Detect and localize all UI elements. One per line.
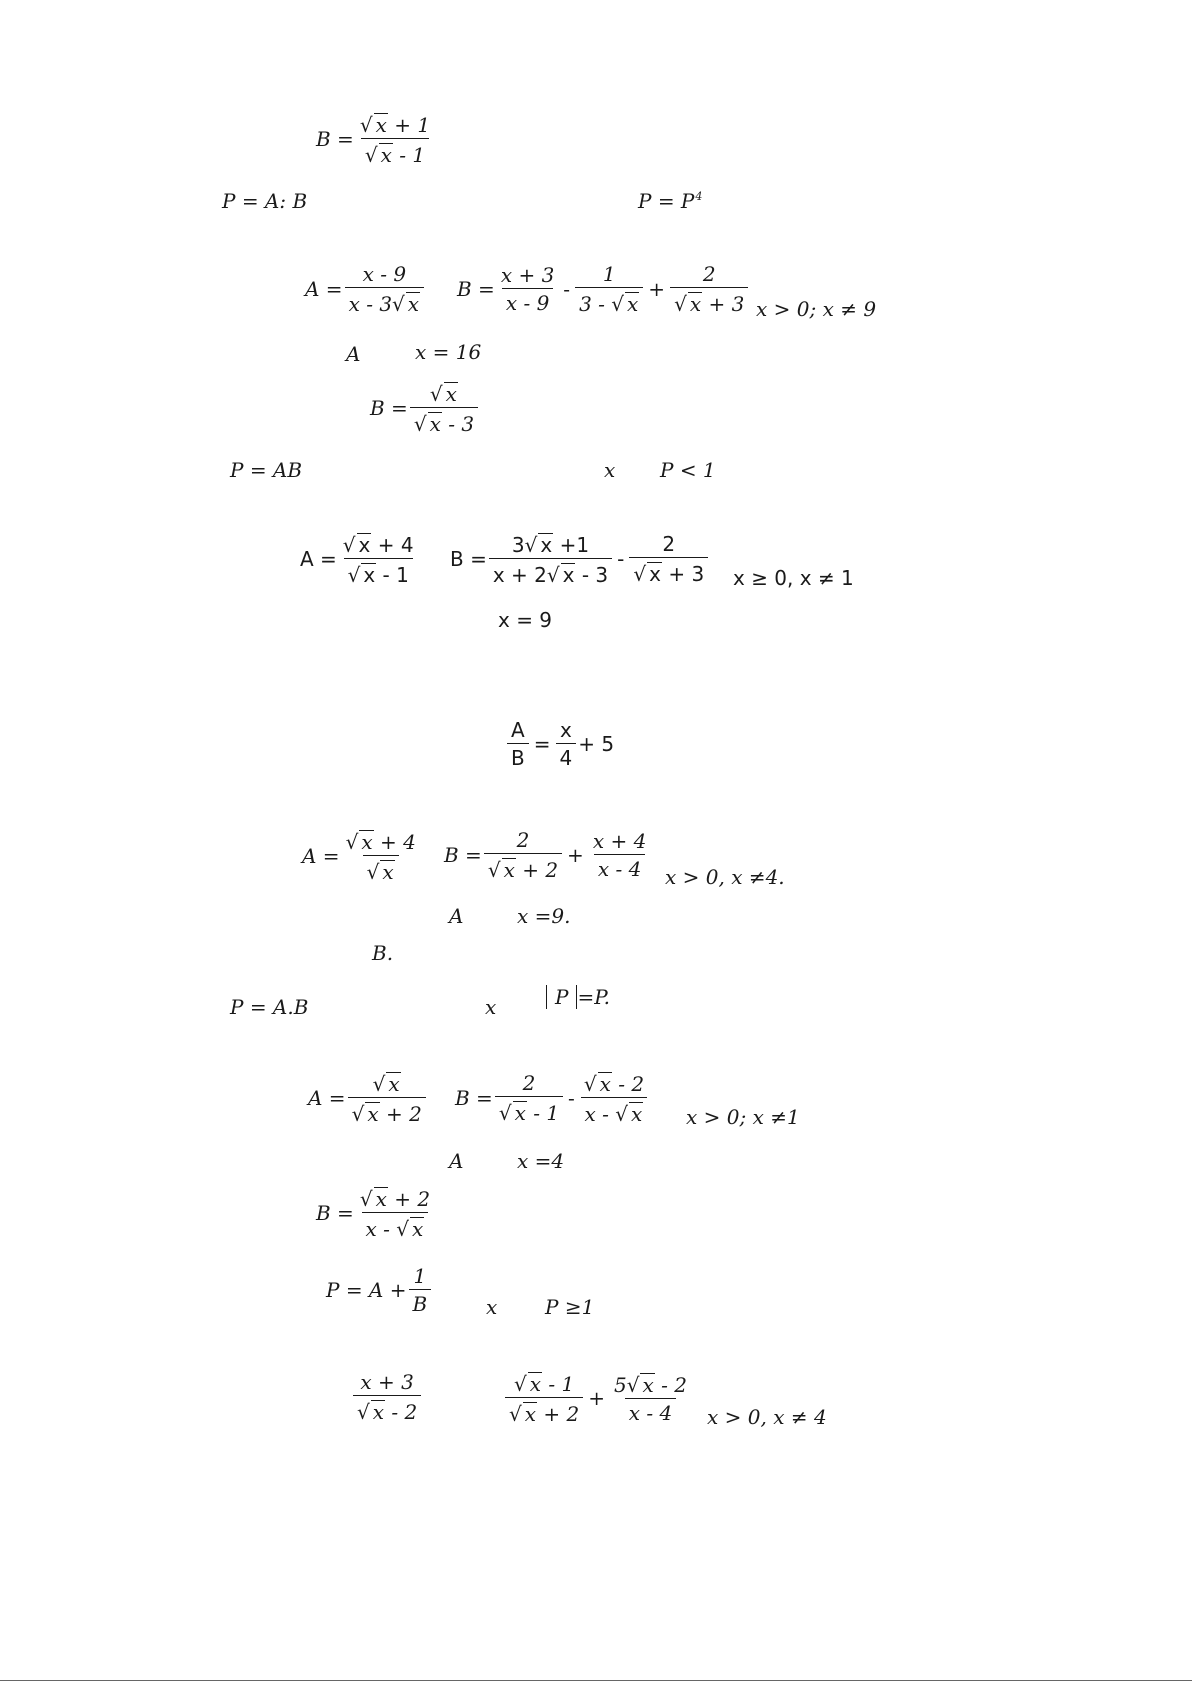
operator: = [533,732,551,756]
x-variable-p5: x [486,1295,498,1319]
radicand: x [627,292,639,316]
fraction: $\frac{√ x + 1}{√ x - 1}$ [359,113,431,167]
formula-b-p1 [316,113,436,165]
term: 5 [614,1373,627,1397]
term: x - 3 [348,292,393,316]
condition-p3: x ≥ 0, x ≠ 1 [733,566,854,590]
lhs: A = [308,1086,346,1110]
fraction: $\frac{2}{√ x + 3}$ [670,264,748,314]
p-definition-p5 [326,1266,433,1314]
formula-b-p2 [457,264,750,314]
fraction: $\frac{√ x - 1}{√ x + 2}$ [505,1372,583,1424]
fraction [497,265,558,313]
formula-b-simplified-p5 [316,1187,436,1239]
term: + 4 [379,830,416,854]
operator: - [617,547,625,571]
formula-b-p3 [450,533,710,585]
expression-left-p6 [351,1372,423,1422]
radicand: x [529,1372,542,1396]
term: x - [365,1217,397,1241]
radicand: x [407,292,420,316]
fraction [507,720,529,768]
term: + 1 [394,113,431,137]
lhs: B = [316,127,354,151]
radicand: x [429,412,441,436]
term: =P. [577,985,610,1009]
condition-p5: x > 0; x ≠1 [686,1105,800,1129]
p-definition-p2: P = AB [230,458,303,482]
term: - 3 [448,412,475,436]
lhs: A = [305,277,343,301]
fraction: $\frac{√ x}{√ x + 2}$ [348,1072,426,1124]
x-value-p4: x =9. [517,904,571,928]
term: 3 [511,533,525,557]
fraction: $\frac{5√ x - 2}{x - 4}$ [614,1373,687,1425]
ratio-equation-p3 [505,720,614,768]
term: - 1 [382,563,409,587]
denominator: x - 4 [625,1398,676,1423]
x-value-p3: x = 9 [498,608,553,632]
radicand: x [380,143,392,167]
fraction [589,831,650,879]
radicand: x [358,533,371,557]
x-variable-p2: x [604,458,616,482]
radicand: x [514,1101,526,1125]
radicand: x [367,1102,379,1126]
numerator: x - 9 [362,262,407,286]
radicand: x [363,563,376,587]
radicand: x [375,1187,387,1211]
lhs: A = [300,547,337,571]
numerator: 2 [702,262,716,286]
ask-a-p5: A [449,1149,464,1173]
lhs: B = [316,1201,354,1225]
numerator: 2 [662,532,676,556]
term: - 1 [548,1372,575,1396]
ask-a-p2: A [346,342,361,366]
denominator: B [507,743,529,768]
numerator: x + 3 [500,263,555,287]
fraction: $\frac{√ x + 4}{√ x}$ [345,830,416,884]
fraction: $\frac{√ x}{√ x - 3}$ [410,382,478,434]
condition-p2: x > 0; x ≠ 9 [756,297,877,321]
term: + 5 [578,732,615,756]
numerator: x [559,718,572,742]
expression-right-p6 [503,1372,693,1424]
radicand: x [599,1072,611,1096]
lhs: P = A + [326,1278,407,1302]
fraction: $\frac{√ x - 2}{x - √ x}$ [580,1072,648,1124]
term: + 3 [668,562,705,586]
fraction: $\frac{3√ x +1}{x + 2√ x - 3}$ [489,533,612,585]
radicand: x [412,1217,424,1241]
x-variable-p4: x [485,995,497,1019]
numerator: 1 [602,262,616,286]
x-value-p2: x = 16 [415,340,482,364]
radicand: x [642,1373,654,1397]
term: - 1 [533,1101,560,1125]
ask-a-p4: A [449,904,464,928]
radicand: x [562,563,575,587]
term: - 1 [399,143,426,167]
term: - 3 [581,563,609,587]
denominator: 4 [556,743,577,768]
lhs: B = [457,277,495,301]
term: 3 - [579,292,612,316]
formula-a-p4 [302,830,422,882]
lhs: B = [444,843,482,867]
operator: - [568,1086,575,1110]
radicand: x [503,858,515,882]
formula-b-p5 [455,1072,650,1124]
fraction [409,1266,432,1314]
lhs: B = [450,547,487,571]
term: + 3 [708,292,745,316]
term: + 2 [385,1102,422,1126]
fraction: $\frac{x - 9}{x - 3√ x}$ [345,264,425,314]
operator: + [648,277,666,301]
term: + 2 [543,1402,580,1426]
fraction: $\frac{√ x + 4}{√ x - 1}$ [342,533,414,587]
formula-a-p3 [300,533,420,585]
numerator: 2 [516,828,530,852]
b-label-p4: B. [372,941,394,965]
denominator: x - 9 [502,288,553,313]
radicand: x [540,533,553,557]
fraction: $\frac{2}{√ x + 2}$ [484,830,562,880]
fraction: $\frac{2}{√ x + 3}$ [629,534,708,584]
radicand: x [372,1400,385,1424]
lhs: B = [455,1086,493,1110]
term: x + 2 [492,563,547,587]
absolute-value-p4 [546,985,610,1009]
x-value-p5: x =4 [517,1149,565,1173]
p-power-p1 [638,191,702,211]
condition-p4: x > 0, x ≠4. [665,865,785,889]
radicand: x [689,292,702,316]
fraction: $\frac{1}{3 - √ x}$ [575,264,643,314]
term: + 2 [522,858,559,882]
formula-b-simplified-p2 [370,382,480,434]
condition-p6: x > 0, x ≠ 4 [707,1405,827,1429]
formula-a-p2 [305,264,426,314]
abs-p: P [546,985,577,1009]
formula-a-p5 [308,1072,428,1124]
radicand: x [445,382,457,406]
term: - 2 [618,1072,645,1096]
lhs: A = [302,844,340,868]
term: x - [584,1102,616,1126]
operator: + [588,1386,605,1410]
numerator: x + 3 [360,1370,414,1394]
formula-b-p4 [444,830,652,880]
fraction: $\frac{√ x + 2}{x - √ x}$ [359,1187,431,1241]
page-bottom-rule [0,1680,1192,1681]
denominator: x - 4 [594,854,645,879]
radicand: x [524,1402,537,1426]
p-power-base: P = P [638,189,695,213]
denominator: B [409,1289,432,1314]
numerator: x + 4 [592,829,647,853]
radicand: x [388,1072,400,1096]
radicand: x [382,860,394,884]
operator: - [563,277,571,301]
radicand: x [631,1102,643,1126]
p-definition-p4: P = A.B [230,995,309,1019]
fraction [556,720,577,768]
term: + 2 [394,1187,431,1211]
term: + 4 [377,533,414,557]
lhs: B = [370,396,408,420]
inequality-p2: P < 1 [660,458,716,482]
radicand: x [649,562,661,586]
numerator: A [511,718,525,742]
radicand: x [361,830,373,854]
operator: + [567,843,584,867]
p-definition-p1: P = A: B [222,189,308,213]
term: +1 [559,533,590,557]
exponent: 4 [695,190,703,204]
fraction: $\frac{2}{√ x - 1}$ [495,1073,563,1123]
term: - 2 [661,1373,687,1397]
fraction: $\frac{x + 3}{√ x - 2}$ [353,1372,421,1422]
inequality-p5: P ≥1 [545,1295,595,1319]
radicand: x [375,113,387,137]
numerator: 1 [413,1264,427,1288]
numerator: 2 [522,1071,536,1095]
term: - 2 [391,1400,418,1424]
